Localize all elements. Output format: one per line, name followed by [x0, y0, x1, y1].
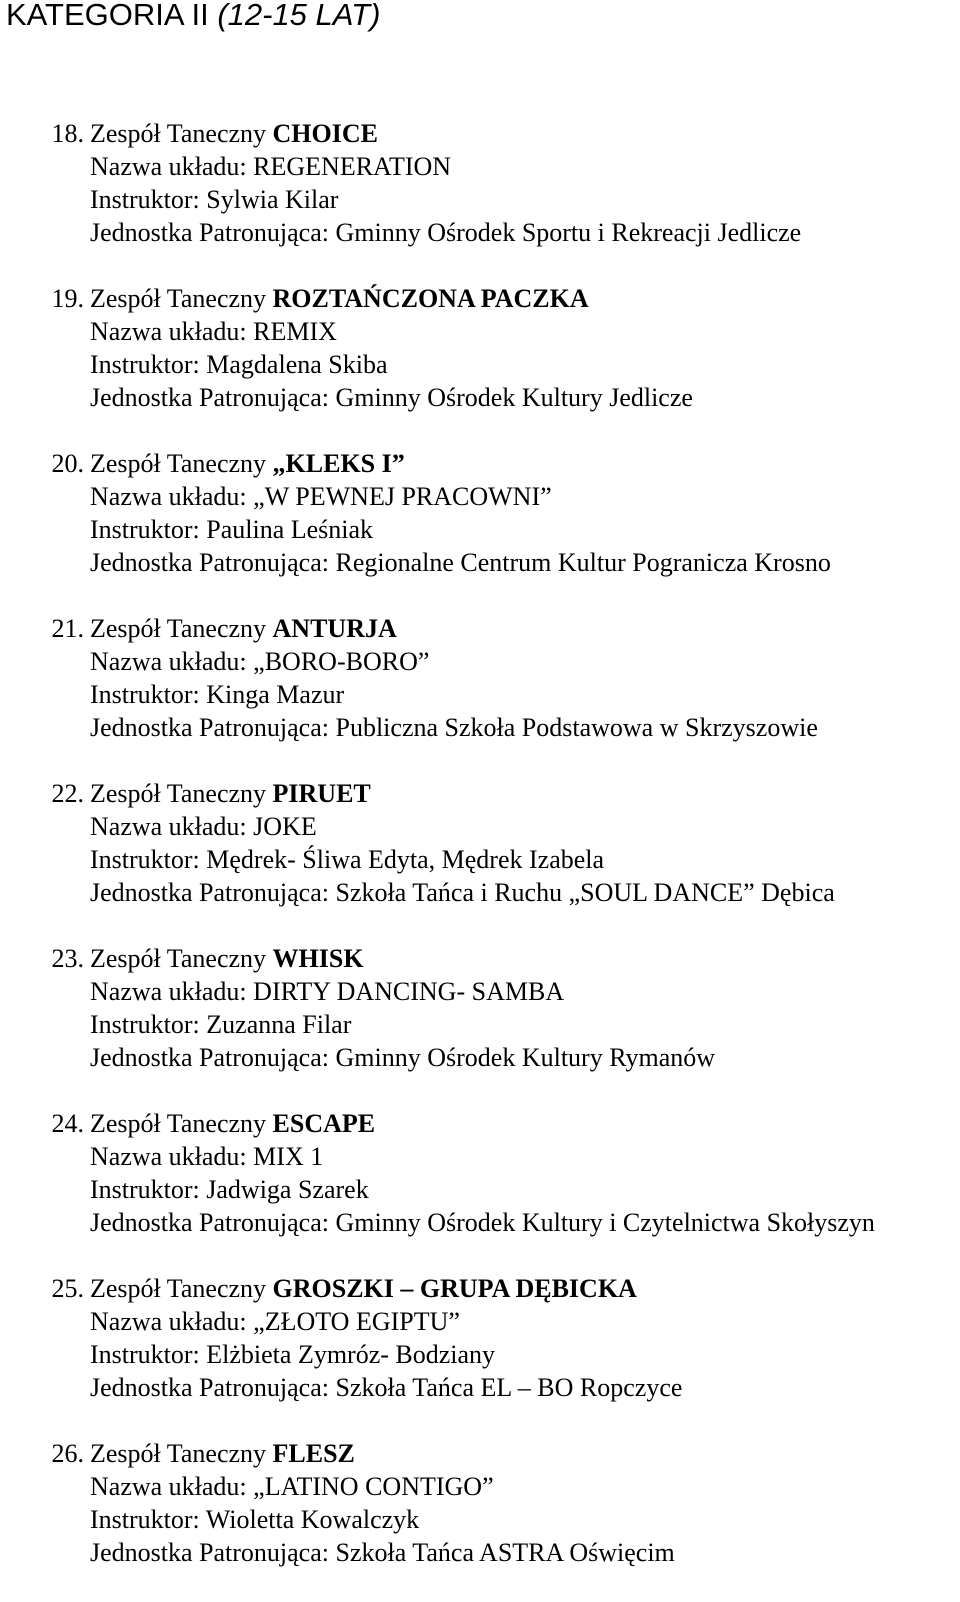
- patron-label: Jednostka Patronująca:: [90, 1043, 336, 1072]
- patron-label: Jednostka Patronująca:: [90, 548, 336, 577]
- patron-name: Szkoła Tańca ASTRA Oświęcim: [335, 1538, 675, 1567]
- instructor-line: [90, 348, 388, 381]
- team-line: [51, 1437, 355, 1470]
- team-label: Zespół Taneczny: [90, 119, 273, 148]
- page-title-age-range: (12-15 LAT): [217, 0, 381, 32]
- patron-label: Jednostka Patronująca:: [90, 878, 336, 907]
- instructor-label: Instruktor:: [90, 350, 207, 379]
- instructor-name: Kinga Mazur: [206, 680, 345, 709]
- routine-name: MIX 1: [253, 1142, 324, 1171]
- patron-label: Jednostka Patronująca:: [90, 1373, 336, 1402]
- team-line: [51, 777, 371, 810]
- instructor-line: [90, 843, 604, 876]
- instructor-line: [90, 1503, 419, 1536]
- routine-line: [90, 810, 317, 843]
- team-label: Zespół Taneczny: [90, 614, 273, 643]
- page-title: [6, 0, 380, 34]
- instructor-line: [90, 1338, 495, 1371]
- instructor-name: Jadwiga Szarek: [206, 1175, 369, 1204]
- routine-name: „LATINO CONTIGO”: [253, 1472, 494, 1501]
- patron-name: Gminny Ośrodek Kultury Jedlicze: [335, 383, 693, 412]
- routine-label: Nazwa układu:: [90, 1307, 254, 1336]
- routine-label: Nazwa układu:: [90, 482, 254, 511]
- instructor-line: [90, 1173, 369, 1206]
- team-line: [51, 117, 378, 150]
- team-label: Zespół Taneczny: [90, 284, 273, 313]
- patron-line: [90, 1041, 715, 1074]
- instructor-name: Elżbieta Zymróz- Bodziany: [206, 1340, 496, 1369]
- patron-name: Regionalne Centrum Kultur Pogranicza Krosno: [335, 548, 831, 577]
- instructor-line: [90, 513, 373, 546]
- entry-number: 23.: [51, 944, 84, 973]
- list-item: [0, 447, 960, 612]
- patron-line: [90, 381, 693, 414]
- routine-label: Nazwa układu:: [90, 1472, 254, 1501]
- routine-label: Nazwa układu:: [90, 152, 254, 181]
- entry-number: 22.: [51, 779, 84, 808]
- list-item: [0, 777, 960, 942]
- team-label: Zespół Taneczny: [90, 1439, 273, 1468]
- patron-label: Jednostka Patronująca:: [90, 218, 336, 247]
- list-item: [0, 117, 960, 282]
- instructor-label: Instruktor:: [90, 845, 207, 874]
- instructor-name: Mędrek- Śliwa Edyta, Mędrek Izabela: [206, 845, 605, 874]
- team-name: ESCAPE: [272, 1109, 376, 1138]
- routine-name: „W PEWNEJ PRACOWNI”: [253, 482, 552, 511]
- entry-number: 18.: [51, 119, 84, 148]
- team-name: „KLEKS I”: [272, 449, 405, 478]
- list-item: [0, 1107, 960, 1272]
- entry-list: [0, 117, 960, 1602]
- team-line: [51, 612, 397, 645]
- routine-label: Nazwa układu:: [90, 1142, 254, 1171]
- instructor-name: Magdalena Skiba: [206, 350, 388, 379]
- entry-number: 19.: [51, 284, 84, 313]
- instructor-name: Paulina Leśniak: [206, 515, 374, 544]
- routine-line: [90, 975, 564, 1008]
- routine-label: Nazwa układu:: [90, 317, 254, 346]
- team-line: [51, 447, 405, 480]
- entry-number: 21.: [51, 614, 84, 643]
- routine-line: [90, 645, 429, 678]
- entry-number: 25.: [51, 1274, 84, 1303]
- list-item: [0, 1272, 960, 1437]
- team-line: [51, 1107, 376, 1140]
- entry-number: 26.: [51, 1439, 84, 1468]
- team-line: [51, 282, 589, 315]
- team-name: ROZTAŃCZONA PACZKA: [272, 284, 589, 313]
- routine-line: [90, 480, 552, 513]
- list-item: [0, 612, 960, 777]
- instructor-name: Zuzanna Filar: [206, 1010, 352, 1039]
- routine-label: Nazwa układu:: [90, 977, 254, 1006]
- list-item: [0, 282, 960, 447]
- routine-name: DIRTY DANCING- SAMBA: [253, 977, 565, 1006]
- routine-name: REGENERATION: [253, 152, 452, 181]
- patron-name: Szkoła Tańca i Ruchu „SOUL DANCE” Dębica: [335, 878, 835, 907]
- team-label: Zespół Taneczny: [90, 779, 273, 808]
- routine-line: [90, 1305, 460, 1338]
- instructor-label: Instruktor:: [90, 1505, 206, 1534]
- routine-line: [90, 150, 451, 183]
- patron-line: [90, 711, 818, 744]
- team-name: PIRUET: [272, 779, 371, 808]
- instructor-label: Instruktor:: [90, 1010, 207, 1039]
- routine-label: Nazwa układu:: [90, 647, 254, 676]
- instructor-label: Instruktor:: [90, 515, 207, 544]
- team-line: [51, 1272, 637, 1305]
- team-name: FLESZ: [272, 1439, 355, 1468]
- team-label: Zespół Taneczny: [90, 1109, 273, 1138]
- page-title-main: KATEGORIA II: [6, 0, 218, 32]
- patron-line: [90, 546, 831, 579]
- team-name: GROSZKI – GRUPA DĘBICKA: [272, 1274, 637, 1303]
- patron-line: [90, 1206, 875, 1239]
- patron-label: Jednostka Patronująca:: [90, 1208, 336, 1237]
- routine-line: [90, 315, 337, 348]
- routine-name: JOKE: [253, 812, 317, 841]
- routine-name: „ZŁOTO EGIPTU”: [253, 1307, 460, 1336]
- routine-line: [90, 1470, 494, 1503]
- patron-name: Gminny Ośrodek Kultury i Czytelnictwa Skołyszyn: [335, 1208, 875, 1237]
- team-label: Zespół Taneczny: [90, 1274, 273, 1303]
- patron-name: Gminny Ośrodek Kultury Rymanów: [335, 1043, 716, 1072]
- team-label: Zespół Taneczny: [90, 449, 273, 478]
- patron-label: Jednostka Patronująca:: [90, 713, 336, 742]
- patron-label: Jednostka Patronująca:: [90, 383, 336, 412]
- patron-line: [90, 216, 801, 249]
- instructor-line: [90, 678, 344, 711]
- team-name: CHOICE: [272, 119, 378, 148]
- patron-name: Gminny Ośrodek Sportu i Rekreacji Jedlicze: [335, 218, 802, 247]
- routine-label: Nazwa układu:: [90, 812, 254, 841]
- patron-label: Jednostka Patronująca:: [90, 1538, 336, 1567]
- patron-line: [90, 1371, 682, 1404]
- routine-name: „BORO-BORO”: [253, 647, 430, 676]
- instructor-line: [90, 183, 338, 216]
- instructor-name: Wioletta Kowalczyk: [205, 1505, 420, 1534]
- entry-number: 24.: [51, 1109, 84, 1138]
- patron-line: [90, 876, 835, 909]
- instructor-name: Sylwia Kilar: [206, 185, 339, 214]
- instructor-label: Instruktor:: [90, 1340, 207, 1369]
- list-item: [0, 1437, 960, 1602]
- entry-number: 20.: [51, 449, 84, 478]
- list-item: [0, 942, 960, 1107]
- patron-line: [90, 1536, 675, 1569]
- team-label: Zespół Taneczny: [90, 944, 273, 973]
- routine-line: [90, 1140, 323, 1173]
- instructor-line: [90, 1008, 351, 1041]
- patron-name: Publiczna Szkoła Podstawowa w Skrzyszowie: [335, 713, 818, 742]
- team-line: [51, 942, 364, 975]
- team-name: ANTURJA: [272, 614, 397, 643]
- instructor-label: Instruktor:: [90, 185, 207, 214]
- instructor-label: Instruktor:: [90, 1175, 207, 1204]
- team-name: WHISK: [272, 944, 364, 973]
- patron-name: Szkoła Tańca EL – BO Ropczyce: [335, 1373, 683, 1402]
- routine-name: REMIX: [253, 317, 337, 346]
- instructor-label: Instruktor:: [90, 680, 207, 709]
